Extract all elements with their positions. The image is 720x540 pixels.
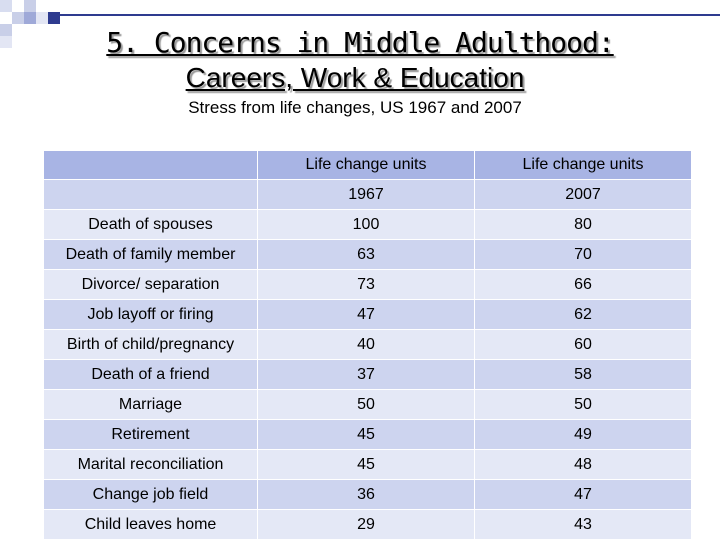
table-row xyxy=(44,510,692,540)
life-change-label: Change job field xyxy=(44,480,258,510)
table-row xyxy=(44,450,692,480)
units-2007: 43 xyxy=(475,510,692,540)
life-change-label: Birth of child/pregnancy xyxy=(44,330,258,360)
units-2007: 48 xyxy=(475,450,692,480)
life-change-label: Marital reconciliation xyxy=(44,450,258,480)
table-header-row xyxy=(44,180,692,210)
units-2007: 70 xyxy=(475,240,692,270)
life-change-label: Death of family member xyxy=(44,240,258,270)
table-caption: Stress from life changes, US 1967 and 2007 xyxy=(188,98,522,117)
units-2007: 50 xyxy=(475,390,692,420)
title-divider-line xyxy=(60,14,720,16)
units-1967: 45 xyxy=(258,420,475,450)
header-cell: 1967 xyxy=(258,180,475,210)
table-row xyxy=(44,300,692,330)
units-1967: 50 xyxy=(258,390,475,420)
table-row xyxy=(44,390,692,420)
slide-title: 5. Concerns in Middle Adulthood: xyxy=(106,26,614,59)
table-row xyxy=(44,360,692,390)
units-1967: 100 xyxy=(258,210,475,240)
life-change-label: Divorce/ separation xyxy=(44,270,258,300)
units-1967: 63 xyxy=(258,240,475,270)
header-cell xyxy=(44,151,258,180)
stress-table xyxy=(44,151,692,540)
header-cell: Life change units xyxy=(475,151,692,180)
life-change-label: Death of spouses xyxy=(44,210,258,240)
units-2007: 80 xyxy=(475,210,692,240)
header-cell xyxy=(44,180,258,210)
units-1967: 45 xyxy=(258,450,475,480)
table-row xyxy=(44,210,692,240)
life-change-label: Child leaves home xyxy=(44,510,258,540)
units-2007: 47 xyxy=(475,480,692,510)
table-row xyxy=(44,480,692,510)
header-cell: Life change units xyxy=(258,151,475,180)
table-row xyxy=(44,240,692,270)
units-1967: 36 xyxy=(258,480,475,510)
life-change-label: Retirement xyxy=(44,420,258,450)
table-header-row xyxy=(44,151,692,180)
table-row xyxy=(44,270,692,300)
units-2007: 58 xyxy=(475,360,692,390)
slide-subheading: Careers, Work & Education xyxy=(185,62,525,93)
units-2007: 66 xyxy=(475,270,692,300)
units-1967: 47 xyxy=(258,300,475,330)
units-2007: 49 xyxy=(475,420,692,450)
table-row xyxy=(44,420,692,450)
units-1967: 37 xyxy=(258,360,475,390)
header-cell: 2007 xyxy=(475,180,692,210)
table-row xyxy=(44,330,692,360)
units-1967: 40 xyxy=(258,330,475,360)
life-change-label: Job layoff or firing xyxy=(44,300,258,330)
units-1967: 73 xyxy=(258,270,475,300)
units-1967: 29 xyxy=(258,510,475,540)
life-change-label: Marriage xyxy=(44,390,258,420)
units-2007: 60 xyxy=(475,330,692,360)
life-change-label: Death of a friend xyxy=(44,360,258,390)
units-2007: 62 xyxy=(475,300,692,330)
